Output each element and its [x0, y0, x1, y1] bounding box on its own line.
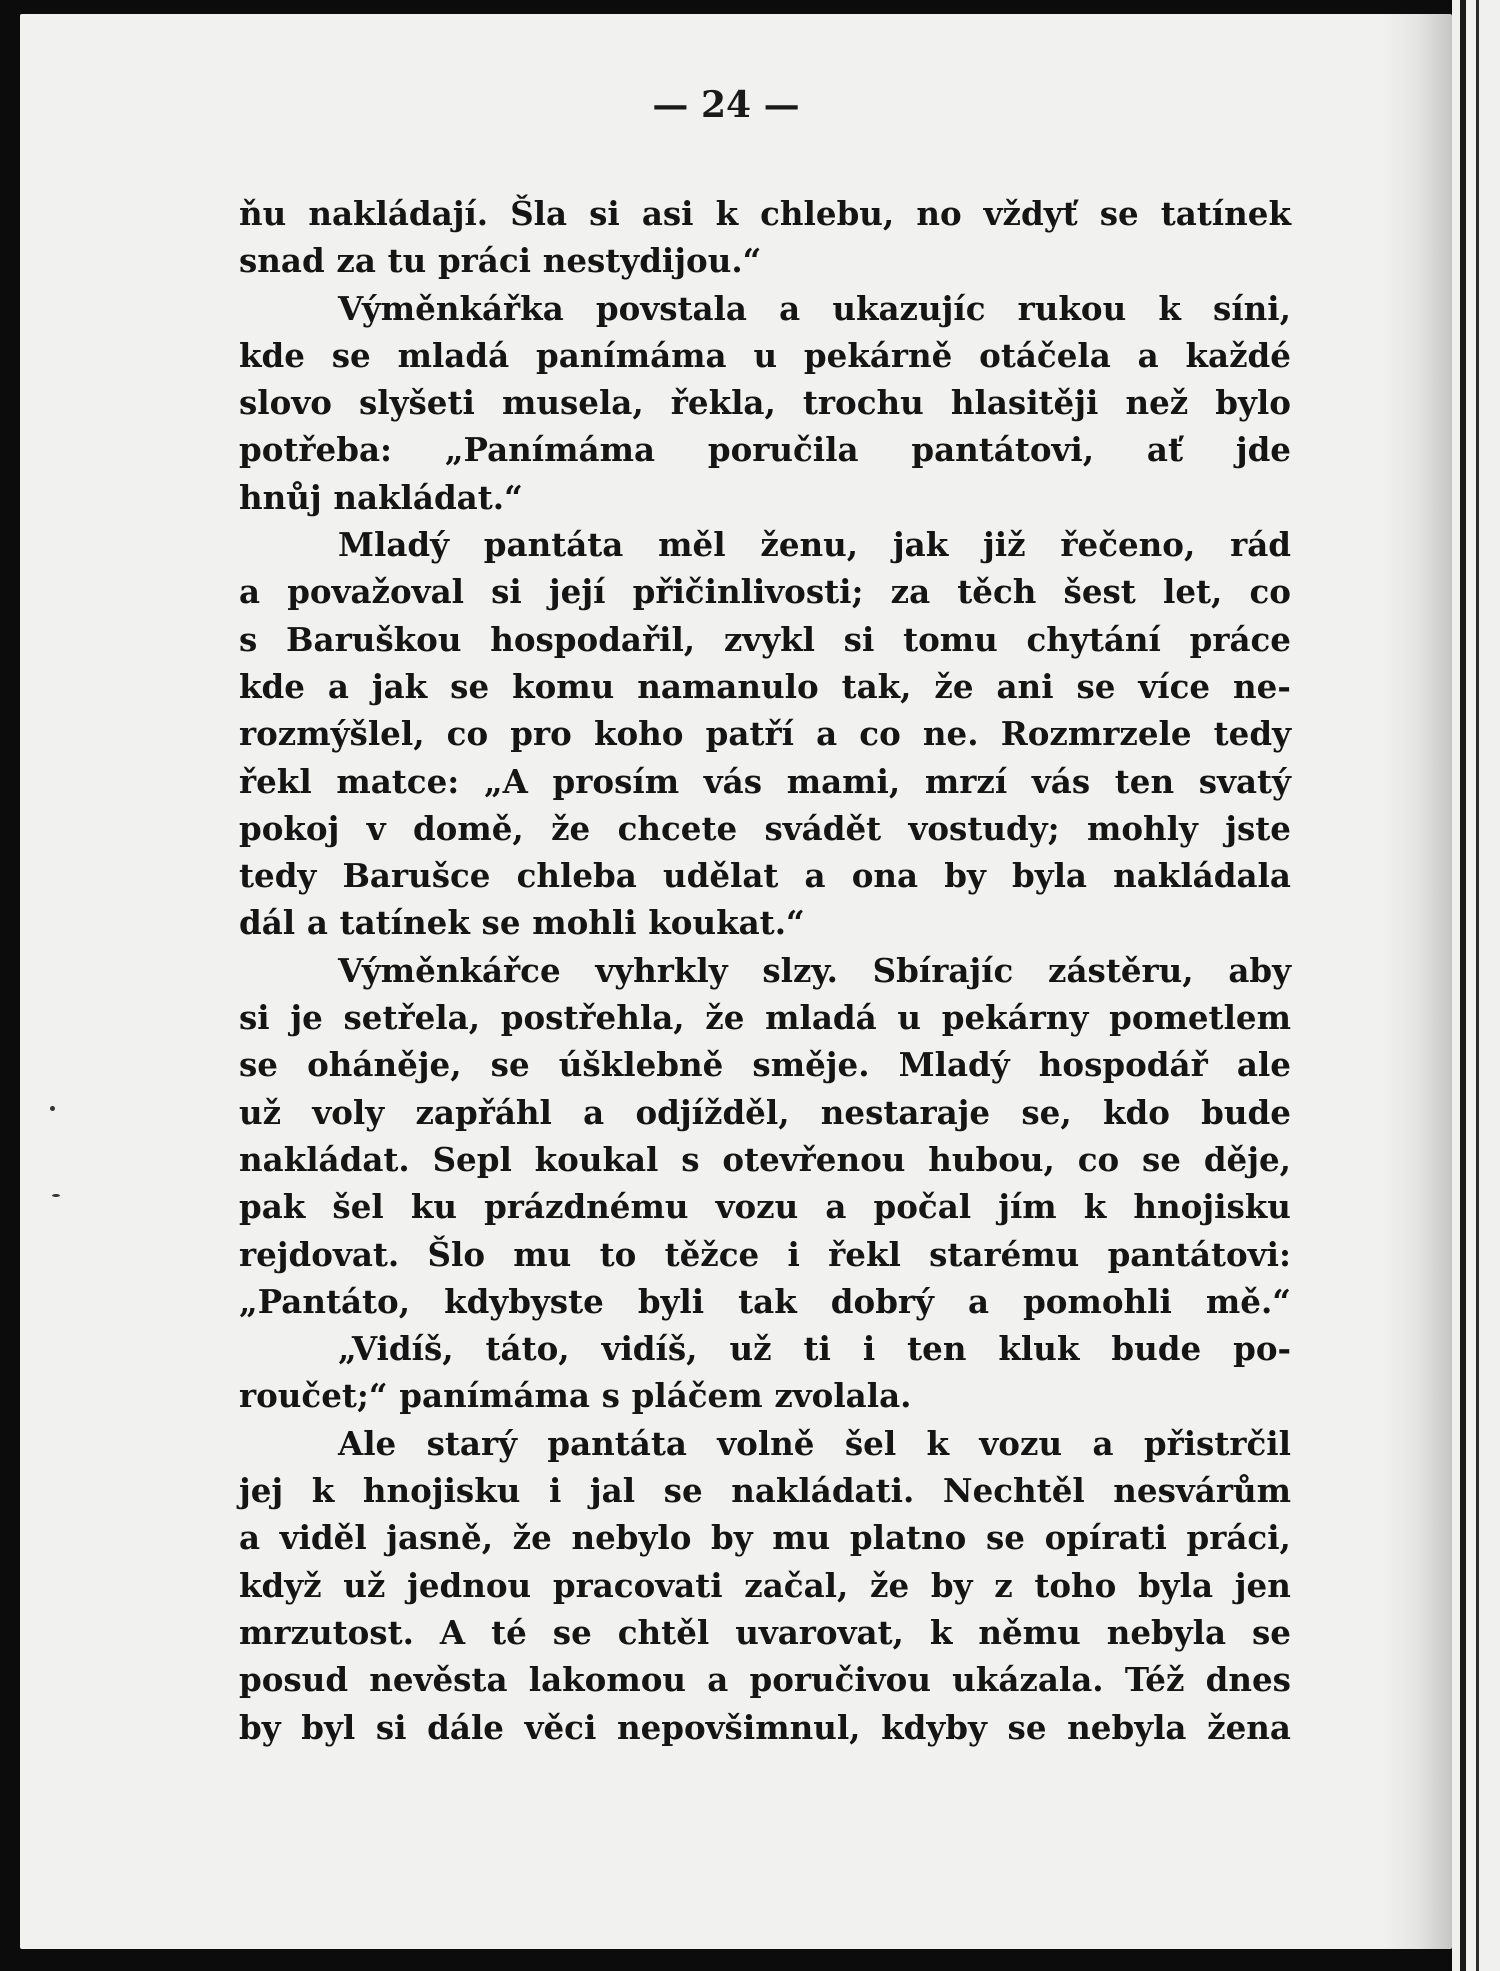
text-line: rejdovat. Šlo mu to těžce i řekl starému pantátovi:: [239, 1234, 1291, 1274]
text-line: pak šel ku prázdnému vozu a počal jím k hnojisku: [239, 1187, 1291, 1227]
text-line: ňu nakládají. Šla si asi k chlebu, no vždyť se tatínek: [239, 194, 1291, 233]
text-line: potřeba: „Panímáma poručila pantátovi, ať jde: [239, 430, 1291, 470]
text-line: kde se mladá panímáma u pekárně otáčela a každé: [239, 335, 1291, 375]
text-line: jej k hnojisku i jal se nakládati. Nechtěl nesvárům: [239, 1471, 1291, 1511]
text-line: kde a jak se komu namanulo tak, že ani se více ne-: [239, 666, 1291, 706]
text-line: se oháněje, se úšklebně směje. Mladý hospodář ale: [239, 1045, 1291, 1085]
text-line: Výměnkářce vyhrkly slzy. Sbírajíc zástěru, aby: [338, 950, 1291, 990]
page-number: — 24 —: [652, 84, 800, 126]
text-line: nakládat. Sepl koukal s otevřenou hubou, co se děje,: [239, 1139, 1291, 1179]
text-line: roučet;“ panímáma s pláčem zvolala.: [239, 1376, 912, 1416]
text-line: by byl si dále věci nepovšimnul, kdyby se nebyla žena: [239, 1707, 1291, 1747]
text-line: mrzutost. A té se chtěl uvarovat, k němu nebyla se: [239, 1612, 1291, 1652]
text-line: když už jednou pracovati začal, že by z toho byla jen: [239, 1565, 1291, 1605]
text-line: Výměnkářka povstala a ukazujíc rukou k síni,: [338, 288, 1291, 328]
text-line: Mladý pantáta měl ženu, jak již řečeno, rád: [338, 525, 1291, 565]
text-line: „Vidíš, táto, vidíš, už ti i ten kluk bude po-: [338, 1329, 1291, 1369]
text-line: si je setřela, postřehla, že mladá u pekárny pometlem: [239, 998, 1291, 1038]
text-line: slovo slyšeti musela, řekla, trochu hlasitěji než bylo: [239, 383, 1291, 423]
text-line: „Pantáto, kdybyste byli tak dobrý a pomohli mě.“: [239, 1281, 1291, 1321]
body-text: [239, 190, 1291, 1751]
text-line: rozmýšlel, co pro koho patří a co ne. Rozmrzele tedy: [239, 714, 1291, 754]
text-line: a považoval si její přičinlivosti; za těch šest let, co: [239, 572, 1291, 612]
book-page: [20, 14, 1452, 1949]
scan-right-edge: [1452, 0, 1500, 1971]
text-line: dál a tatínek se mohli koukat.“: [239, 903, 805, 943]
text-line: posud nevěsta lakomou a poručivou ukázala. Též dnes: [239, 1660, 1291, 1700]
text-line: řekl matce: „A prosím vás mami, mrzí vás ten svatý: [239, 761, 1291, 801]
text-line: pokoj v domě, že chcete svádět vostudy; mohly jste: [239, 808, 1291, 848]
text-line: Ale starý pantáta volně šel k vozu a přistrčil: [338, 1423, 1291, 1463]
text-line: hnůj nakládat.“: [239, 477, 523, 517]
text-line: tedy Barušce chleba udělat a ona by byla nakládala: [239, 856, 1291, 896]
page-gutter-shadow: [1382, 14, 1452, 1949]
text-line: s Baruškou hospodařil, zvykl si tomu chytání práce: [239, 619, 1291, 659]
text-line: už voly zapřáhl a odjížděl, nestaraje se, kdo bude: [239, 1092, 1291, 1132]
text-line: a viděl jasně, že nebylo by mu platno se opírati práci,: [239, 1518, 1291, 1558]
scan-speck: [52, 1194, 60, 1197]
text-line: snad za tu práci nestydijou.“: [239, 241, 762, 281]
scan-speck: [50, 1106, 55, 1111]
